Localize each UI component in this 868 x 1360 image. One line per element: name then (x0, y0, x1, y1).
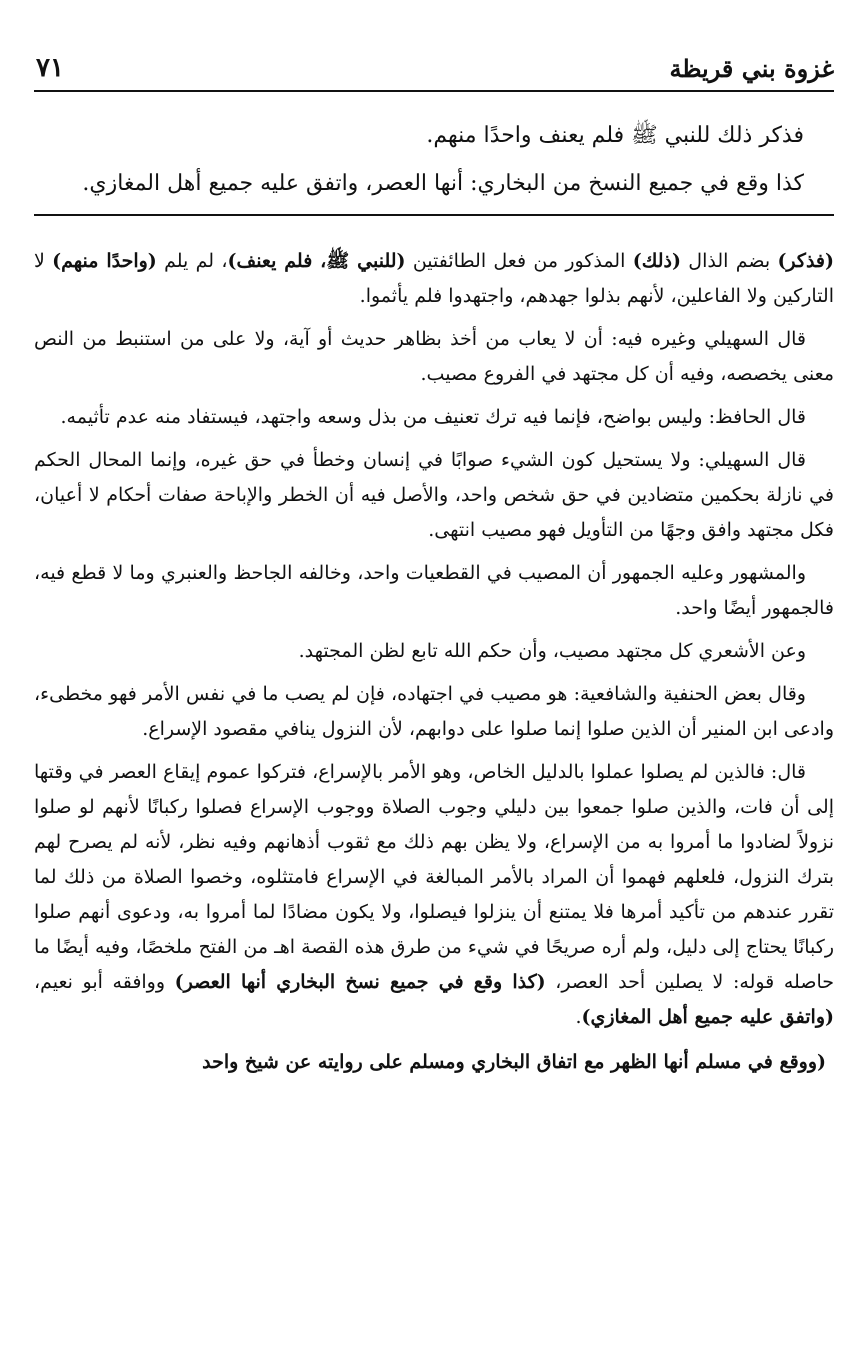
quoted-term: (واتفق عليه جميع أهل المغازي) (581, 1006, 834, 1028)
commentary-paragraph: وقال بعض الحنفية والشافعية: هو مصيب في اجتهاده، فإن لم يصب ما في نفس الأمر فهو مخطىء، وادعى ابن المنير أن الذين صلوا إنما صلوا على دوابهم، لأن النزول ينافي مقصود الإسراع. (34, 683, 834, 740)
commentary-paragraph: قال الحافظ: وليس بواضح، فإنما فيه ترك تعنيف من بذل وسعه واجتهد، فيستفاد منه عدم تأثيمه. (60, 406, 806, 428)
hadith-note: كذا وقع في جميع النسخ من البخاري: أنها العصر، واتفق عليه جميع أهل المغازي. (82, 171, 804, 196)
hadith-text (34, 92, 834, 216)
page-number: ٧١ (36, 53, 64, 83)
commentary-paragraph: وعن الأشعري كل مجتهد مصيب، وأن حكم الله تابع لظن المجتهد. (298, 640, 806, 662)
commentary-paragraph: قال السهيلي وغيره فيه: أن لا يعاب من أخذ بظاهر حديث أو آية، ولا على من استنبط من النص معنى يخصصه، وفيه أن كل مجتهد في الفروع مصيب. (34, 328, 834, 385)
page-header (34, 0, 834, 92)
quoted-term: (ووقع في مسلم أنها الظهر مع اتفاق البخاري ومسلم على روايته عن شيخ واحد (202, 1051, 826, 1073)
quoted-term: (كذا وقع في جميع نسخ البخاري أنها العصر) (174, 971, 546, 993)
quoted-term: (واحدًا منهم) (52, 250, 157, 272)
commentary-paragraph (34, 1045, 834, 1080)
commentary-paragraph: قال: فالذين لم يصلوا عملوا بالدليل الخاص، وهو الأمر بالإسراع، فتركوا عموم إيقاع العصر في وقتها إلى أن فات، والذين صلوا جمعوا بين دليلي وجوب الصلاة ووجوب الإسراع فصلوا ركبانًا لأنهم لو صلوا نزولاً لضادوا ما أمروا به من الإسراع، ولا يظن بهم ذلك مع ثقوب أذهانهم وفيه نظر، لأنه لم يصرح لهم بترك النزول، فلعلهم فهموا أن المراد بالأمر المبالغة في الإسراع فامتثلوه، وخصوا الصلاة من ذلك لما تقرر عندهم من تأكيد أمرها فلا يمتنع أن ينزلوا فيصلوا، ولا يكون مضادًا لما أمروا به، ودعوى أنهم صلوا ركبانًا يحتاج إلى دليل، ولم أره صريحًا في شيء من طرق هذه القصة اهـ من الفتح ملخصًا، وفيه أيضًا ما حاصله قوله: لا يصلين أحد العصر، (كذا وقع في جميع نسخ البخاري أنها العصر) ووافقه أبو نعيم، (واتفق عليه جميع أهل المغازي). (34, 761, 834, 1028)
commentary (34, 216, 834, 1080)
running-title: غزوة بني قريظة (669, 54, 834, 83)
commentary-paragraph: (فذكر) بضم الذال (ذلك) المذكور من فعل الطائفتين (للنبي ﷺ، فلم يعنف)، لم يلم (واحدًا منهم) لا التاركين ولا الفاعلين، لأنهم بذلوا جهدهم، واجتهدوا فلم يأثموا. (34, 250, 835, 307)
commentary-paragraph: والمشهور وعليه الجمهور أن المصيب في القطعيات واحد، وخالفه الجاحظ والعنبري وما لا قطع فيه، فالجمهور أيضًا واحد. (34, 562, 834, 619)
hadith-line: فذكر ذلك للنبي ﷺ فلم يعنف واحدًا منهم. (426, 123, 804, 148)
commentary-paragraph: قال السهيلي: ولا يستحيل كون الشيء صوابًا في إنسان وخطأ في حق غيره، وإنما المحال الحكم في نازلة بحكمين متضادين في حق شخص واحد، والأصل فيه أن الخطر والإباحة صفات أحكام لا أعيان، فكل مجتهد وافق وجهًا من التأويل فهو مصيب انتهى. (34, 449, 834, 541)
quoted-term: (ذلك) (632, 250, 681, 272)
quoted-term: (للنبي ﷺ، فلم يعنف) (227, 250, 406, 272)
quoted-term: (فذكر) (777, 250, 835, 272)
